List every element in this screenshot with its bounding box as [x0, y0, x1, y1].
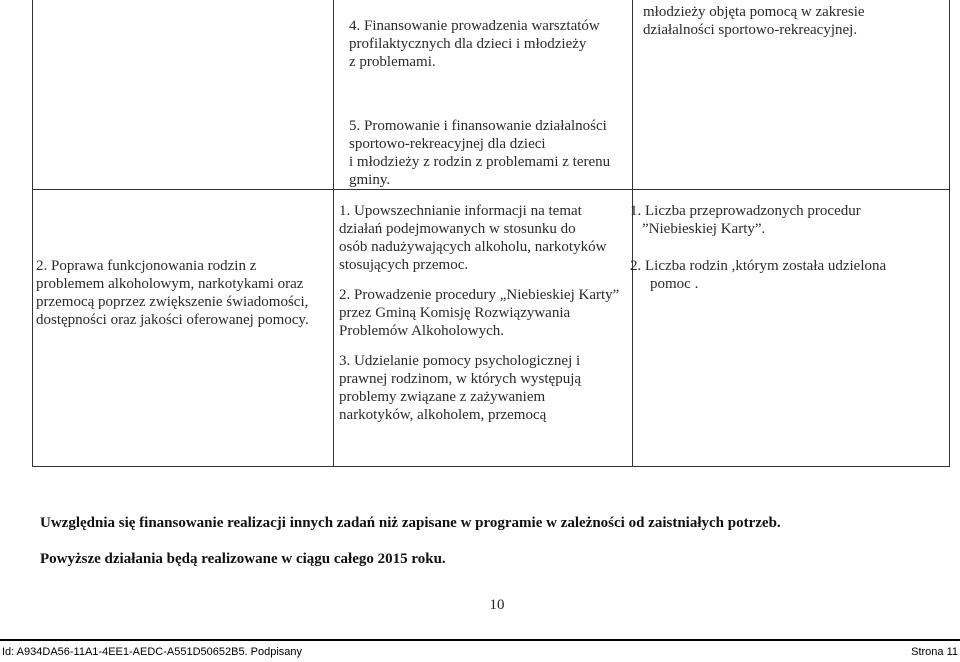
- indicator-row1-text: młodzieży objęta pomocą w zakresie działalności sportowo-rekreacyjnej.: [643, 4, 865, 38]
- task-1-text: 1. Upowszechnianie informacji na temat działań podejmowanych w stosunku do osób nadużywających alkoholu, narkotyków stosujących przemoc.: [339, 203, 607, 273]
- task-5-text: 5. Promowanie i finansowanie działalności sportowo-rekreacyjnej dla dzieci i młodzieży z rodzin z problemami z terenu gminy.: [349, 118, 611, 188]
- indicator-2-text: 2. Liczba rodzin ,którym została udzielona pomoc .: [630, 258, 887, 292]
- objective-2-text: 2. Poprawa funkcjonowania rodzin z problemem alkoholowym, narkotykami oraz przemocą poprzez zwiększenie świadomości, dostępności oraz jakości oferowanej pomocy.: [36, 258, 309, 328]
- footer-page-label: Strona 11: [911, 646, 958, 658]
- task-2-text: 2. Prowadzenie procedury „Niebieskiej Karty” przez Gminą Komisję Rozwiązywania Problemów Alkoholowych.: [339, 287, 620, 339]
- schedule-note: Powyższe działania będą realizowane w ciągu całego 2015 roku.: [40, 551, 446, 567]
- indicator-1-text: 1. Liczba przeprowadzonych procedur ”Niebieskiej Karty”.: [630, 203, 861, 237]
- table-border-col1: [333, 0, 334, 467]
- table-border-left: [32, 0, 33, 467]
- table-row-divider: [32, 189, 950, 190]
- table-border-right: [949, 0, 950, 467]
- table-border-bottom: [32, 466, 950, 467]
- page-number: 10: [489, 597, 505, 613]
- footer-separator: [0, 639, 960, 641]
- task-3-text: 3. Udzielanie pomocy psychologicznej i prawnej rodzinom, w których występują problemy związane z zażywaniem narkotyków, alkoholem, przemocą: [339, 353, 582, 423]
- task-4-text: 4. Finansowanie prowadzenia warsztatów profilaktycznych dla dzieci i młodzieży z problemami.: [349, 18, 600, 70]
- document-id: Id: A934DA56-11A1-4EE1-AEDC-A551D50652B5. Podpisany: [2, 646, 303, 658]
- financing-note: Uwzględnia się finansowanie realizacji innych zadań niż zapisane w programie w zależności od zaistniałych potrzeb.: [40, 515, 781, 531]
